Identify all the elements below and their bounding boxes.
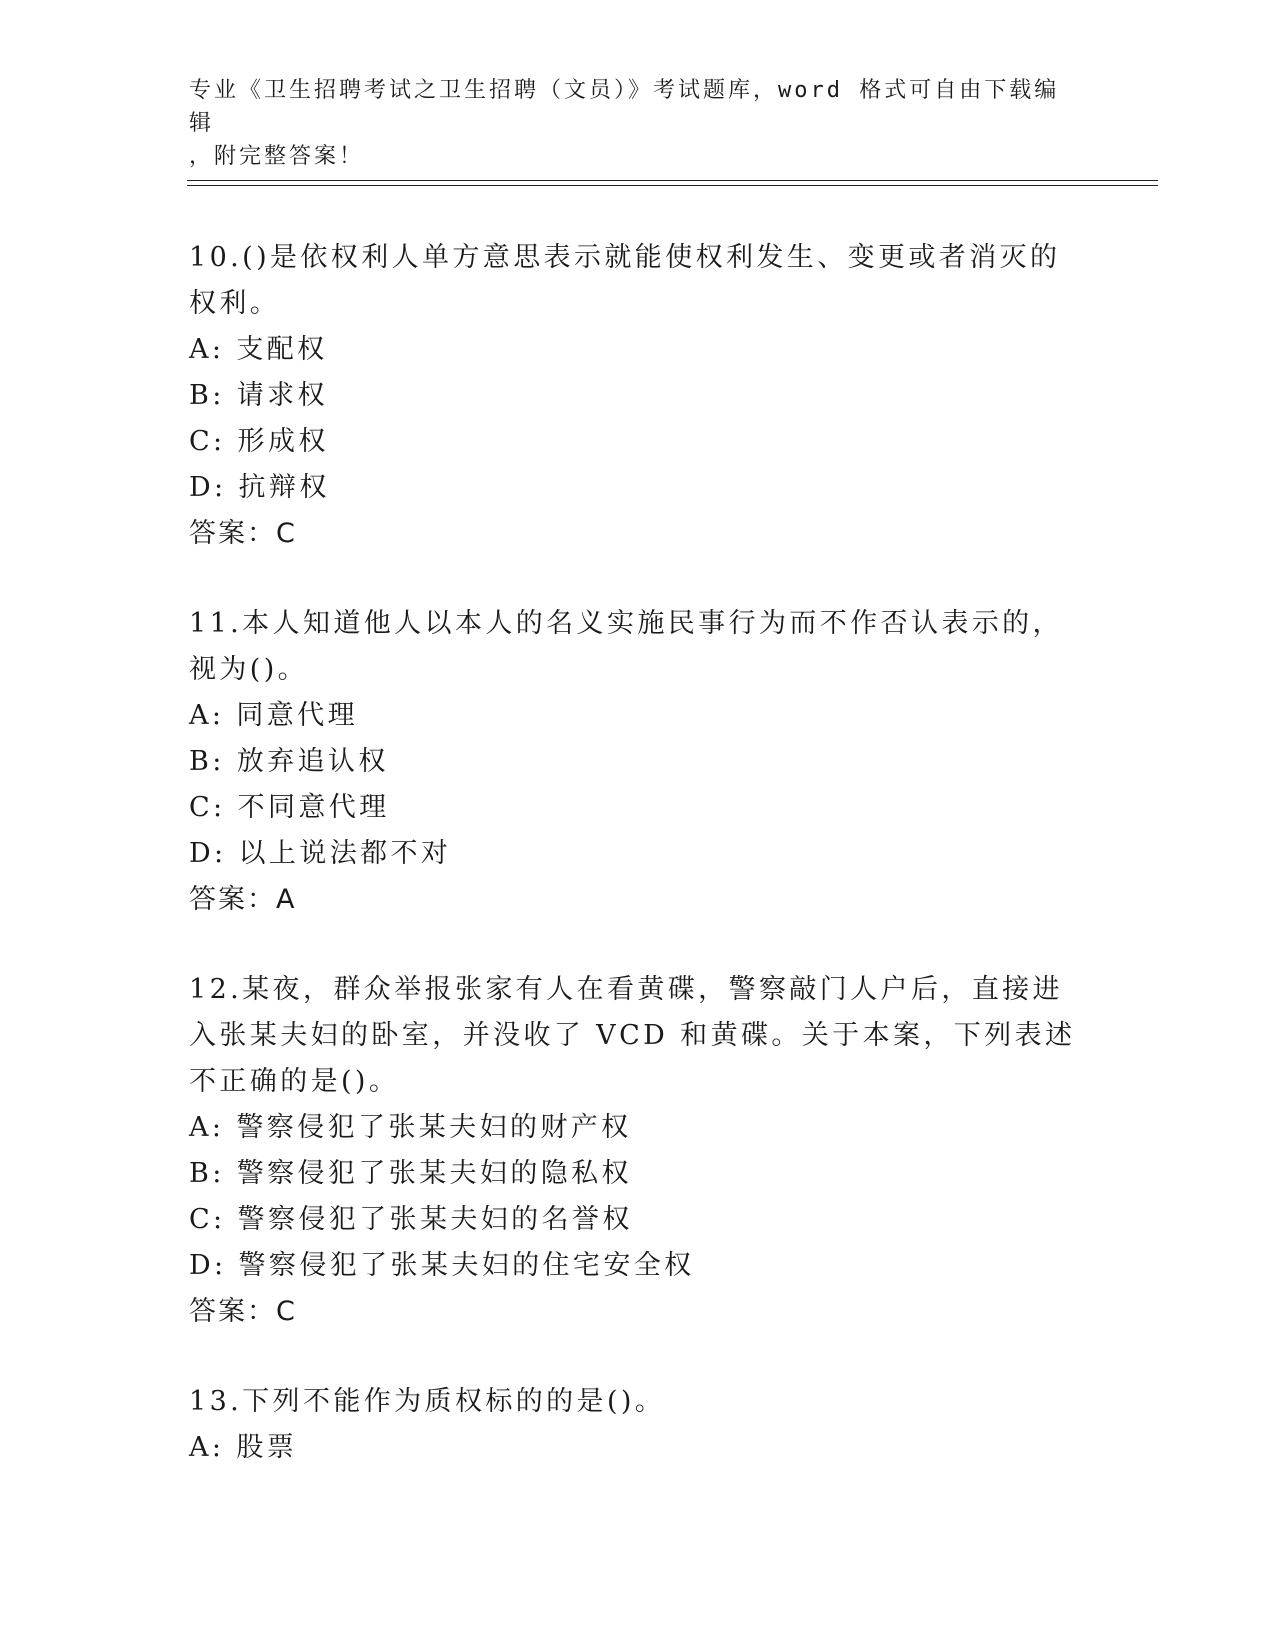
option-d: D: 以上说法都不对 — [189, 838, 452, 869]
header-divider-top — [187, 180, 1158, 181]
header-divider-bottom — [187, 185, 1158, 186]
question-text: 12.某夜，群众举报张家有人在看黄碟，警察敲门人户后，直接进入张某夫妇的卧室，并没收了 VCD 和黄碟。关于本案，下列表述不正确的是()。 — [189, 974, 1076, 1097]
question-10 — [189, 235, 1089, 557]
question-13 — [189, 1379, 1089, 1471]
question-text: 11.本人知道他人以本人的名义实施民事行为而不作否认表示的，视为()。 — [189, 608, 1063, 685]
option-a: A: 同意代理 — [189, 700, 358, 731]
answer: 答案：C — [189, 518, 297, 549]
question-11 — [189, 601, 1089, 923]
option-a: A: 支配权 — [189, 334, 328, 365]
document-header — [189, 74, 1069, 173]
answer: 答案：A — [189, 884, 297, 915]
option-b: B: 请求权 — [189, 380, 328, 411]
option-a: A: 股票 — [189, 1432, 298, 1463]
option-c: C: 警察侵犯了张某夫妇的名誉权 — [189, 1204, 633, 1235]
question-text: 13.下列不能作为质权标的的是()。 — [189, 1386, 666, 1417]
option-c: C: 形成权 — [189, 426, 329, 457]
option-b: B: 警察侵犯了张某夫妇的隐私权 — [189, 1158, 632, 1189]
question-text: 10.()是依权利人单方意思表示就能使权利发生、变更或者消灭的权利。 — [189, 242, 1061, 319]
header-line-2: ，附完整答案！ — [189, 144, 365, 169]
question-12 — [189, 967, 1089, 1335]
option-a: A: 警察侵犯了张某夫妇的财产权 — [189, 1112, 632, 1143]
header-line-1: 专业《卫生招聘考试之卫生招聘（文员）》考试题库，word 格式可自由下载编辑 — [189, 78, 1060, 136]
option-c: C: 不同意代理 — [189, 792, 390, 823]
answer: 答案：C — [189, 1296, 297, 1327]
option-b: B: 放弃追认权 — [189, 746, 389, 777]
option-d: D: 警察侵犯了张某夫妇的住宅安全权 — [189, 1250, 695, 1281]
option-d: D: 抗辩权 — [189, 472, 330, 503]
